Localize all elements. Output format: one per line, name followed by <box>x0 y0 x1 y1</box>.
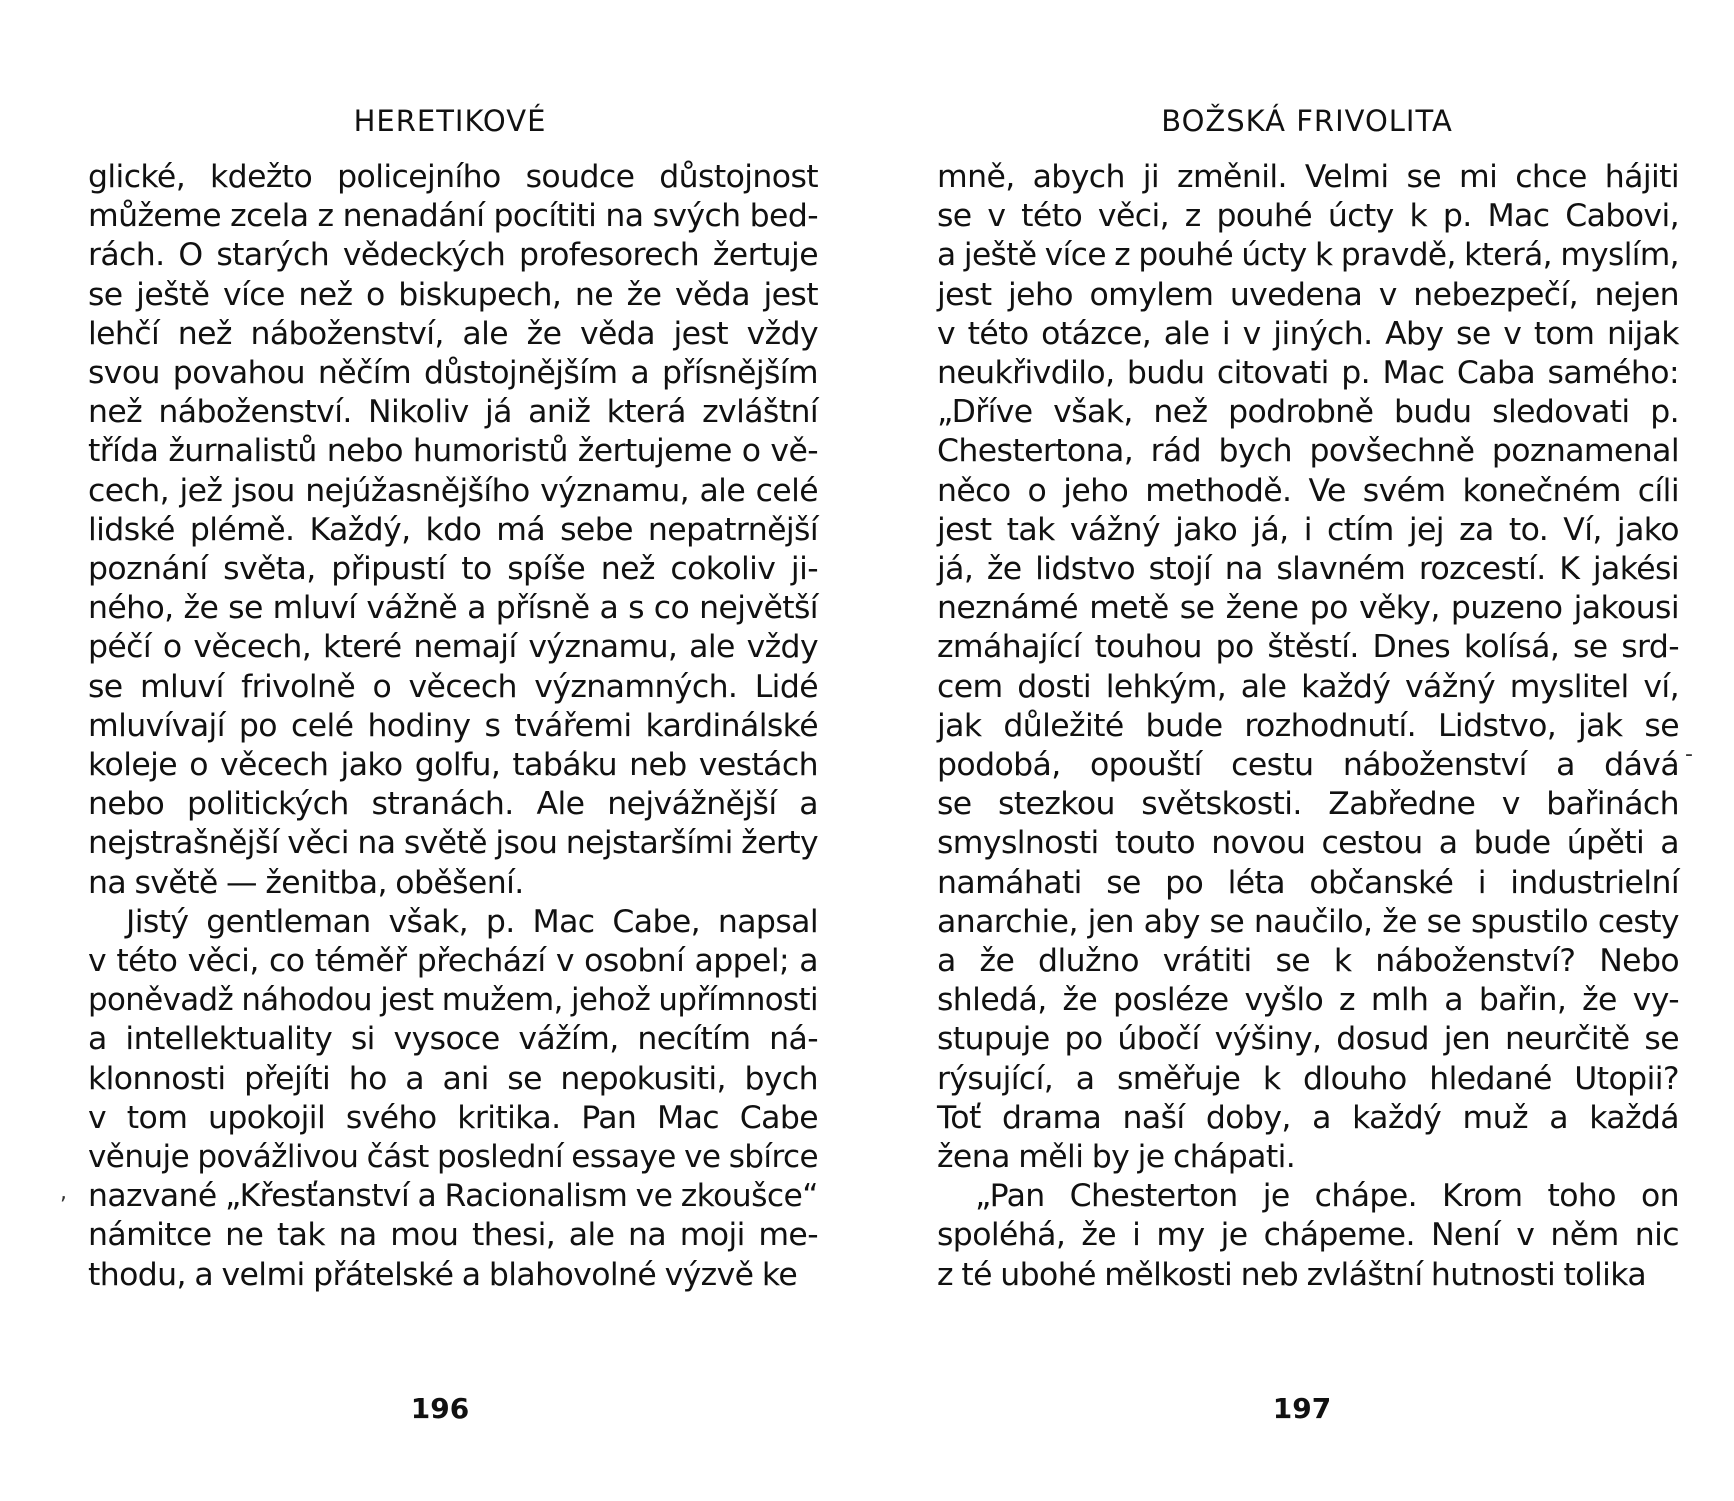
text-line: třída žurnalistů nebo humoristů žertujeme o vě- <box>88 433 819 470</box>
text-line: thodu, a velmi přátelské a blahovolné výzvě ke <box>88 1256 798 1293</box>
text-line: já, že lidstvo stojí na slavném rozcestí. K jakési <box>937 551 1679 588</box>
body-text-right <box>937 158 1679 1295</box>
text-line: žena měli by je chápati. <box>937 1139 1296 1176</box>
text-line: rách. O starých vědeckých profesorech žertuje <box>88 237 818 274</box>
text-line: shledá, že posléze vyšlo z mlh a bařin, že vy- <box>937 982 1679 1019</box>
text-line: neznámé metě se žene po věky, puzeno jakousi <box>937 590 1680 627</box>
text-line: lidské plémě. Každý, kdo má sebe nepatrnější <box>88 511 818 548</box>
page-number-left: 196 <box>410 1392 470 1425</box>
text-line: Chestertona, rád bych povšechně poznamenal <box>937 433 1679 470</box>
text-line: péčí o věcech, které nemají významu, ale vždy <box>88 629 818 666</box>
margin-speck: - <box>1685 742 1693 767</box>
body-text-left <box>88 158 818 1295</box>
paragraph-start-line: „Pan Chesterton je chápe. Krom toho on <box>975 1178 1680 1215</box>
text-line: v tom upokojil svého kritika. Pan Mac Cabe <box>88 1099 818 1136</box>
text-line: něco o jeho methodě. Ve svém konečném cíli <box>937 472 1679 509</box>
text-line: spoléhá, že i my je chápeme. Není v něm nic <box>937 1217 1679 1254</box>
text-line: cech, jež jsou nejúžasnějšího významu, ale celé <box>88 472 818 509</box>
text-line: se v této věci, z pouhé úcty k p. Mac Cabovi, <box>937 198 1680 235</box>
text-line: mluvívají po celé hodiny s tvářemi kardinálské <box>88 707 818 744</box>
text-line: a že dlužno vrátiti se k náboženství? Nebo <box>937 943 1680 980</box>
text-line: klonnosti přejíti ho a ani se nepokusiti, bych <box>88 1060 819 1097</box>
text-line: neukřivdilo, budu citovati p. Mac Caba samého: <box>937 355 1679 392</box>
text-line: věnuje povážlivou část poslední essaye ve sbírce <box>88 1139 818 1176</box>
text-line: poněvadž náhodou jest mužem, jehož upřímnosti <box>88 982 819 1019</box>
text-line: námitce ne tak na mou thesi, ale na moji me- <box>88 1217 818 1254</box>
text-line: Toť drama naší doby, a každý muž a každá <box>937 1099 1680 1136</box>
text-line: lehčí než náboženství, ale že věda jest vždy <box>88 315 819 352</box>
text-line: můžeme zcela z nenadání pocítiti na svých bed- <box>88 198 818 235</box>
text-line: jak důležité bude rozhodnutí. Lidstvo, jak se <box>937 707 1679 744</box>
text-line: na světě — ženitba, oběšení. <box>88 864 524 901</box>
text-line: než náboženství. Nikoliv já aniž která zvláštní <box>88 394 819 431</box>
text-line: a intellektuality si vysoce vážím, necítím ná- <box>88 1021 818 1058</box>
text-line: se stezkou světskosti. Zabředne v bařinách <box>937 786 1679 823</box>
right-page <box>867 0 1734 1501</box>
text-line: a ještě více z pouhé úcty k pravdě, která, myslím, <box>937 237 1679 274</box>
text-line: nebo politických stranách. Ale nejvážnější a <box>88 786 819 823</box>
text-line: ného, že se mluví vážně a přísně a s co největší <box>88 590 818 627</box>
text-line: cem dosti lehkým, ale každý vážný myslitel ví, <box>937 668 1679 705</box>
running-head-left: HERETIKOVÉ <box>353 104 547 138</box>
text-line: namáhati se po léta občanské i industrielní <box>937 864 1680 901</box>
text-line: se mluví frivolně o věcech významných. Lidé <box>88 668 818 705</box>
text-line: stupuje po úbočí výšiny, dosud jen neurčitě se <box>937 1021 1679 1058</box>
text-line: nazvané „Křesťanství a Racionalism ve zkoušce“ <box>88 1178 818 1215</box>
running-head-right: BOŽSKÁ FRIVOLITA <box>1161 104 1453 138</box>
text-line: glické, kdežto policejního soudce důstojnost <box>88 159 819 195</box>
text-line: zmáhající touhou po štěstí. Dnes kolísá, se srd- <box>937 629 1680 666</box>
text-line: v této věci, co téměř přechází v osobní appel; a <box>88 943 819 980</box>
text-line: rýsující, a směřuje k dlouho hledané Utopii? <box>937 1060 1679 1097</box>
text-line: podobá, opouští cestu náboženství a dává <box>937 747 1680 784</box>
text-line: anarchie, jen aby se naučilo, že se spustilo cesty <box>937 903 1679 940</box>
text-line: jest jeho omylem uvedena v nebezpečí, nejen <box>937 276 1679 313</box>
text-line: mně, abych ji změnil. Velmi se mi chce hájiti <box>937 159 1680 195</box>
text-line: koleje o věcech jako golfu, tabáku neb vestách <box>88 747 818 784</box>
text-line: nejstrašnější věci na světě jsou nejstaršími žerty <box>88 825 818 862</box>
text-line: smyslnosti touto novou cestou a bude úpěti a <box>937 825 1679 862</box>
text-line: „Dříve však, než podrobně budu sledovati p. <box>937 394 1679 431</box>
text-line: v této otázce, ale i v jiných. Aby se v tom nijak <box>937 315 1679 352</box>
text-line: z té ubohé mělkosti neb zvláštní hutnosti tolika <box>937 1256 1647 1293</box>
text-line: svou povahou něčím důstojnějším a přísnějším <box>88 355 819 392</box>
paragraph-start-line: Jistý gentleman však, p. Mac Cabe, napsal <box>126 903 818 940</box>
text-line: poznání světa, připustí to spíše než cokoliv ji- <box>88 551 818 588</box>
text-line: jest tak vážný jako já, i ctím jej za to. Ví, jako <box>937 511 1679 548</box>
text-line: se ještě více než o biskupech, ne že věda jest <box>88 276 818 313</box>
page-number-right: 197 <box>1272 1392 1332 1425</box>
margin-speck: , <box>60 1180 67 1205</box>
